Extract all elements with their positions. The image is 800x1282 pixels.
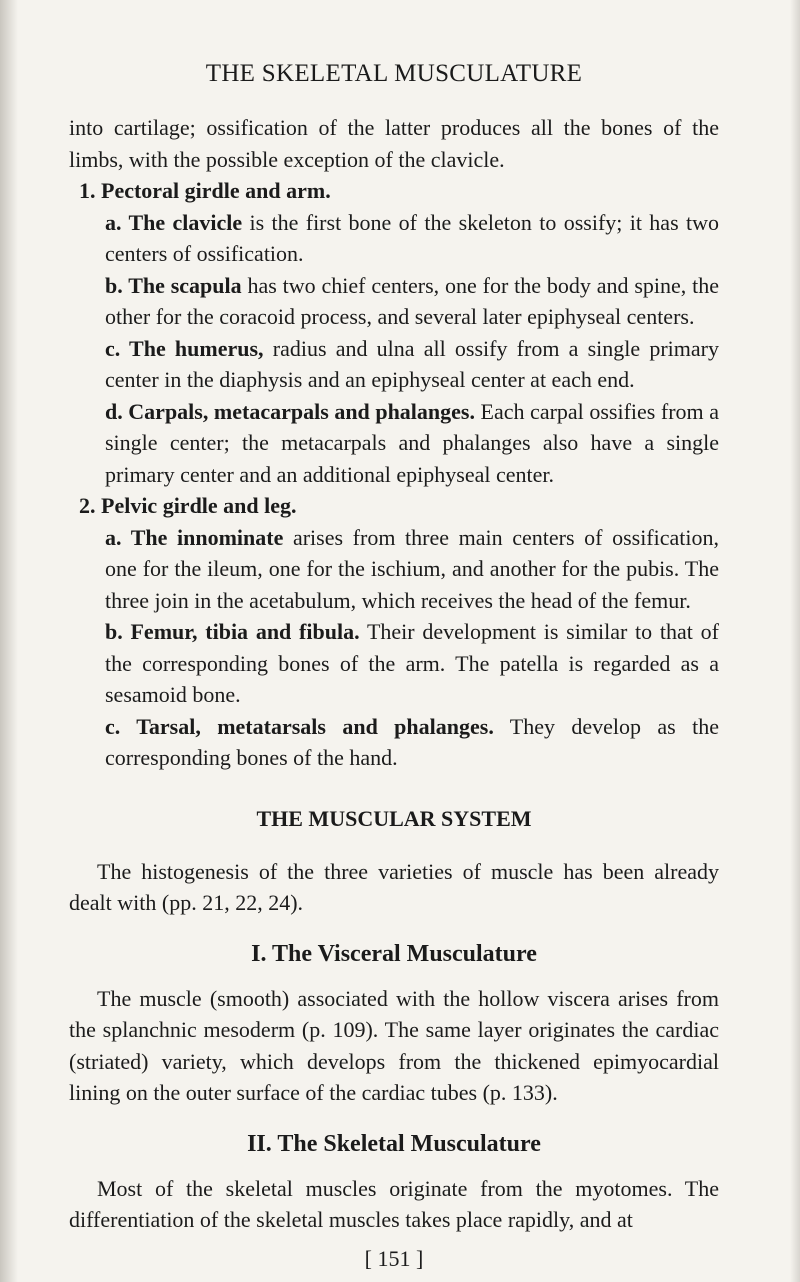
item-text: Each carpal ossifies from a single center; the metacarpals and phalanges also have a single primary center and an additional epiphyseal center. (105, 398, 719, 487)
intro-paragraph: into cartilage; ossification of the latter produces all the bones of the limbs, with the possible exception of the clavicle. (69, 115, 719, 172)
item-text: They develop as the corresponding bones of the hand. (105, 713, 719, 770)
item-lead: 2. Pelvic girdle and leg. (79, 493, 297, 518)
item-lead: b. The scapula (105, 272, 242, 298)
book-page (69, 58, 719, 1274)
item-text: is the first bone of the skeleton to ossify; it has two centers of ossification. (105, 209, 719, 266)
item-lead: d. Carpals, metacarpals and phalanges. (105, 398, 475, 424)
list-item (69, 711, 719, 774)
item-lead: b. Femur, tibia and fibula. (105, 619, 360, 644)
item-text: Their development is similar to that of the corresponding bones of the arm. The patella is regarded as a sesamoid bone. (105, 619, 719, 707)
visceral-heading: I. The Visceral Musculature (251, 940, 537, 967)
item-lead: a. The innominate (105, 524, 284, 550)
item-lead: c. Tarsal, metatarsals and phalanges. (105, 713, 494, 739)
page-edge-shadow-left (0, 0, 18, 1282)
list-item (69, 333, 719, 396)
skeletal-paragraph: Most of the skeletal muscles originate from the myotomes. The differentiation of the skeletal muscles takes place rapidly, and at (69, 1175, 719, 1232)
visceral-paragraph: The muscle (smooth) associated with the hollow viscera arises from the splanchnic mesoderm (p. 109). The same layer originates the cardiac (striated) variety, which develops from the thickened epimyocardial lining on the outer surface of the cardiac tubes (p. 133). (69, 985, 719, 1105)
item-text: has two chief centers, one for the body and spine, the other for the coracoid process, and several later epiphyseal centers. (105, 272, 720, 329)
list-item (69, 522, 719, 617)
page-edge-shadow-right (790, 0, 800, 1282)
running-head: THE SKELETAL MUSCULATURE (205, 60, 583, 87)
page-number: [ 151 ] (364, 1245, 424, 1271)
list-item (69, 490, 719, 522)
list-item (69, 616, 719, 711)
list-item (69, 207, 719, 270)
skeletal-heading: II. The Skeletal Musculature (247, 1130, 541, 1157)
item-text: radius and ulna all ossify from a single primary center in the diaphysis and an epiphyseal center at each end. (105, 335, 719, 392)
item-lead: 1. Pectoral girdle and arm. (79, 178, 331, 203)
item-text: arises from three main centers of ossification, one for the ileum, one for the ischium, and another for the pubis. The three join in the acetabulum, which receives the head of the femur. (105, 524, 719, 613)
item-lead: c. The humerus, (105, 335, 264, 361)
item-lead: a. The clavicle (105, 209, 243, 235)
list-item (69, 175, 719, 207)
section-intro-paragraph: The histogenesis of the three varieties of muscle has been already dealt with (pp. 21, 22, 24). (69, 858, 719, 915)
section-heading: THE MUSCULAR SYSTEM (256, 805, 532, 831)
list-item (69, 270, 719, 333)
list-item (69, 396, 719, 491)
